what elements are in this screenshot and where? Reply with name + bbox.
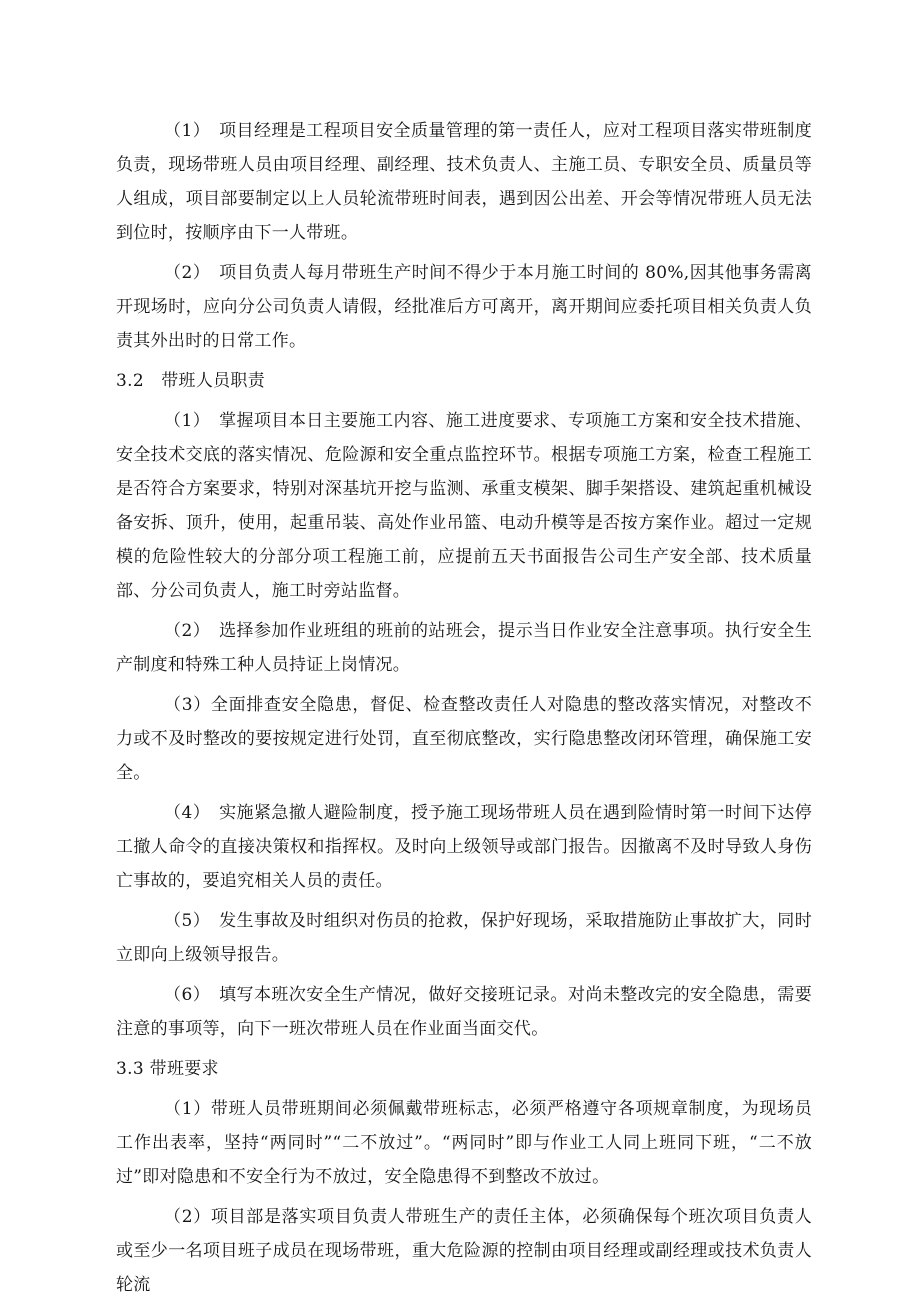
- paragraph-3-2-1: （1） 掌握项目本日主要施工内容、施工进度要求、专项施工方案和安全技术措施、安全技术交底的落实情况、危险源和安全重点监控环节。根据专项施工方案，检查工程施工是否符合方案要求，特别对深基坑开挖与监测、承重支模架、脚手架搭设、建筑起重机械设备安拆、顶升，使用，起重吊装、高处作业吊篮、电动升模等是否按方案作业。超过一定规模的危险性较大的分部分项工程施工前，应提前五天书面报告公司生产安全部、技术质量部、分公司负责人，施工时旁站监督。: [116, 411, 812, 601]
- paragraph-3-2-3: （3）全面排查安全隐患，督促、检查整改责任人对隐患的整改落实情况，对整改不力或不及时整改的要按规定进行处罚，直至彻底整改，实行隐患整改闭环管理，确保施工安全。: [116, 695, 812, 783]
- paragraph-3-1-1: （1） 项目经理是工程项目安全质量管理的第一责任人，应对工程项目落实带班制度负责，现场带班人员由项目经理、副经理、技术负责人、主施工员、专职安全员、质量员等人组成，项目部要制定以上人员轮流带班时间表，遇到因公出差、开会等情况带班人员无法到位时，按顺序由下一人带班。: [116, 121, 812, 243]
- paragraph-3-2-5: （5） 发生事故及时组织对伤员的抢救，保护好现场，采取措施防止事故扩大，同时立即向上级领导报告。: [116, 911, 812, 965]
- section-heading-3-3: 3.3 带班要求: [116, 1059, 219, 1079]
- paragraph-3-2-2: （2） 选择参加作业班组的班前的站班会，提示当日作业安全注意事项。执行安全生产制度和特殊工种人员持证上岗情况。: [116, 621, 812, 675]
- document-body: [116, 114, 812, 1308]
- section-heading-3-2: 3.2 带班人员职责: [116, 371, 266, 391]
- paragraph-3-3-1: （1）带班人员带班期间必须佩戴带班标志，必须严格遵守各项规章制度，为现场员工作出表率，坚持“两同时”“二不放过”。“两同时”即与作业工人同上班同下班，“二不放过”即对隐患和不安全行为不放过，安全隐患得不到整改不放过。: [116, 1099, 812, 1187]
- paragraph-3-2-6: （6） 填写本班次安全生产情况，做好交接班记录。对尚未整改完的安全隐患，需要注意的事项等，向下一班次带班人员在作业面当面交代。: [116, 985, 812, 1039]
- paragraph-3-2-4: （4） 实施紧急撤人避险制度，授予施工现场带班人员在遇到险情时第一时间下达停工撤人命令的直接决策权和指挥权。及时向上级领导或部门报告。因撤离不及时导致人身伤亡事故的，要追究相关人员的责任。: [116, 803, 812, 891]
- paragraph-3-3-2: （2）项目部是落实项目负责人带班生产的责任主体，必须确保每个班次项目负责人或至少一名项目班子成员在现场带班，重大危险源的控制由项目经理或副经理或技术负责人轮流: [116, 1207, 812, 1295]
- paragraph-3-1-2: （2） 项目负责人每月带班生产时间不得少于本月施工时间的 80%,因其他事务需离开现场时，应向分公司负责人请假，经批准后方可离开，离开期间应委托项目相关负责人负责其外出时的日常工作。: [116, 263, 812, 351]
